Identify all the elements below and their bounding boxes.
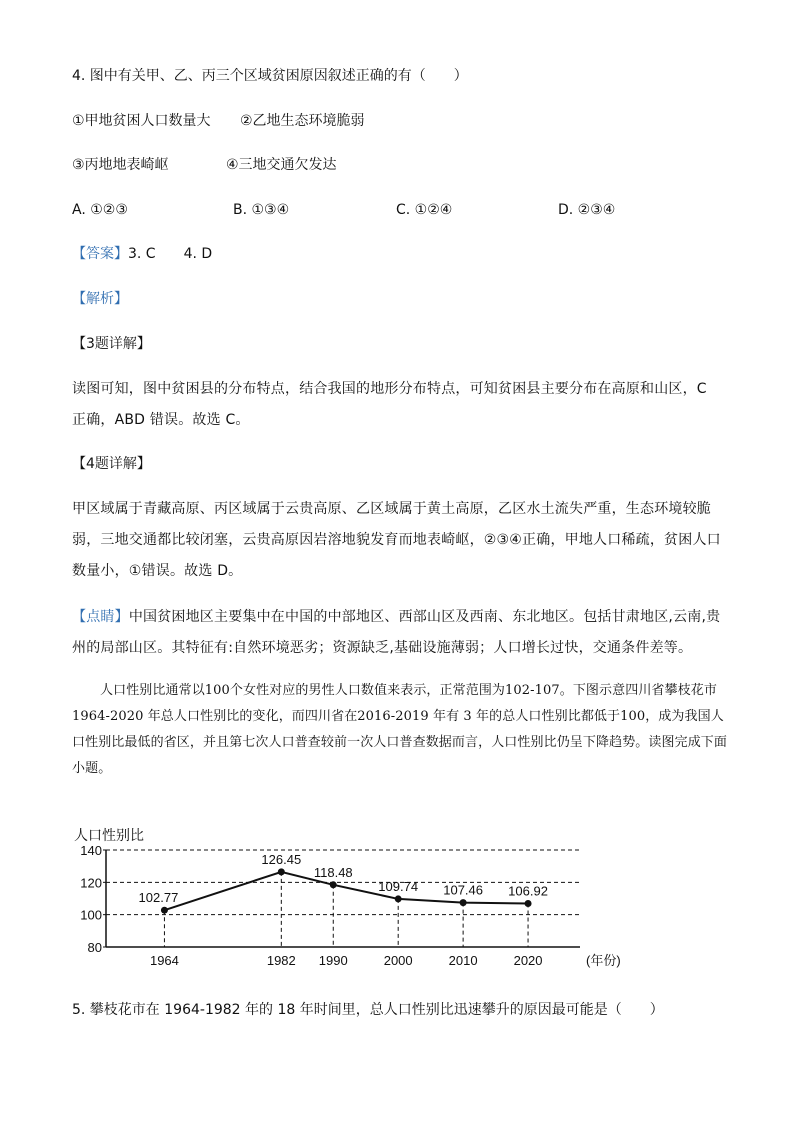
x-tick-label: 1990 xyxy=(318,953,348,968)
question-5-stem: 5. 攀枝花市在 1964-1982 年的 18 年时间里，总人口性别比迅速攀升的原因最可能是（ ） xyxy=(72,1002,664,1018)
answer-text: 3. C 4. D xyxy=(128,246,213,262)
data-label: 102.77 xyxy=(138,890,179,906)
q4-detail-text: 甲区域属于青藏高原、丙区域属于云贵高原、乙区域属于黄土高原，乙区水土流失严重，生态环境较脆弱，三地交通都比较闭塞，云贵高原因岩溶地貌发育而地表崎岖，②③④正确，甲地人口稀疏，贫困人口数量小，①错误。故选 D。 xyxy=(72,501,721,579)
option-b: B. ①③④ xyxy=(233,202,290,218)
tip-label: 【点睛】 xyxy=(72,609,129,625)
data-point xyxy=(161,907,168,914)
data-point xyxy=(330,881,337,888)
y-tick-label: 140 xyxy=(80,843,102,858)
data-point xyxy=(460,899,467,906)
analysis-label: 【解析】 xyxy=(72,291,128,307)
y-tick-label: 100 xyxy=(80,907,102,923)
x-tick-label: 1964 xyxy=(149,953,179,968)
data-label: 118.48 xyxy=(313,864,353,880)
tip-paragraph xyxy=(72,602,724,664)
x-tick-label: 2020 xyxy=(513,953,543,968)
answer-line xyxy=(72,244,212,264)
data-label: 106.92 xyxy=(508,883,548,899)
x-axis-label: (年份) xyxy=(586,953,621,968)
y-tick-label: 120 xyxy=(80,875,102,891)
data-label: 109.74 xyxy=(378,878,419,894)
intro-paragraph: 人口性别比通常以100个女性对应的男性人口数值来表示，正常范围为102-107。下图示意四川省攀枝花市 1964-2020 年总人口性别比的变化，而四川省在2016-2019 年有 3 年的总人口性别比都低于100，成为我国人口性别比最低的省区，并且第七次人口普查较前一次人口普查数据而言，人口性别比仍呈下降趋势。读图完成下面小题。 xyxy=(72,683,728,776)
q4-item-3: ③丙地地表崎岖 xyxy=(72,157,169,173)
option-d: D. ②③④ xyxy=(558,202,616,218)
data-point xyxy=(395,895,402,902)
q4-item-2: ②乙地生态环境脆弱 xyxy=(240,113,365,129)
sex-ratio-chart xyxy=(70,822,630,972)
q3-detail-label: 【3题详解】 xyxy=(72,336,151,352)
data-label: 107.46 xyxy=(443,882,484,898)
x-tick-label: 2000 xyxy=(383,953,413,968)
chart-svg xyxy=(70,822,630,972)
question-4-stem: 4. 图中有关甲、乙、丙三个区域贫困原因叙述正确的有（ ） xyxy=(72,68,468,84)
x-tick-label: 2010 xyxy=(448,953,478,968)
data-point xyxy=(278,868,285,875)
data-point xyxy=(525,900,532,907)
data-label: 126.45 xyxy=(261,851,302,867)
y-tick-label: 80 xyxy=(87,940,102,955)
q4-item-1: ①甲地贫困人口数量大 xyxy=(72,113,211,129)
q3-detail-text: 读图可知，图中贫困县的分布特点，结合我国的地形分布特点，可知贫困县主要分布在高原和山区，C 正确，ABD 错误。故选 C。 xyxy=(72,381,707,428)
q4-item-4: ④三地交通欠发达 xyxy=(226,157,337,173)
tip-text: 中国贫困地区主要集中在中国的中部地区、西部山区及西南、东北地区。包括甘肃地区,云南,贵州的局部山区。其特征有:自然环境恶劣；资源缺乏,基础设施薄弱；人口增长过快，交通条件差等。 xyxy=(72,609,721,656)
x-tick-label: 1982 xyxy=(266,953,296,968)
option-c: C. ①②④ xyxy=(396,202,453,218)
y-axis-label: 人口性别比 xyxy=(74,827,144,843)
answer-label: 【答案】 xyxy=(72,246,128,262)
option-a: A. ①②③ xyxy=(72,202,128,218)
q4-detail-label: 【4题详解】 xyxy=(72,456,151,472)
